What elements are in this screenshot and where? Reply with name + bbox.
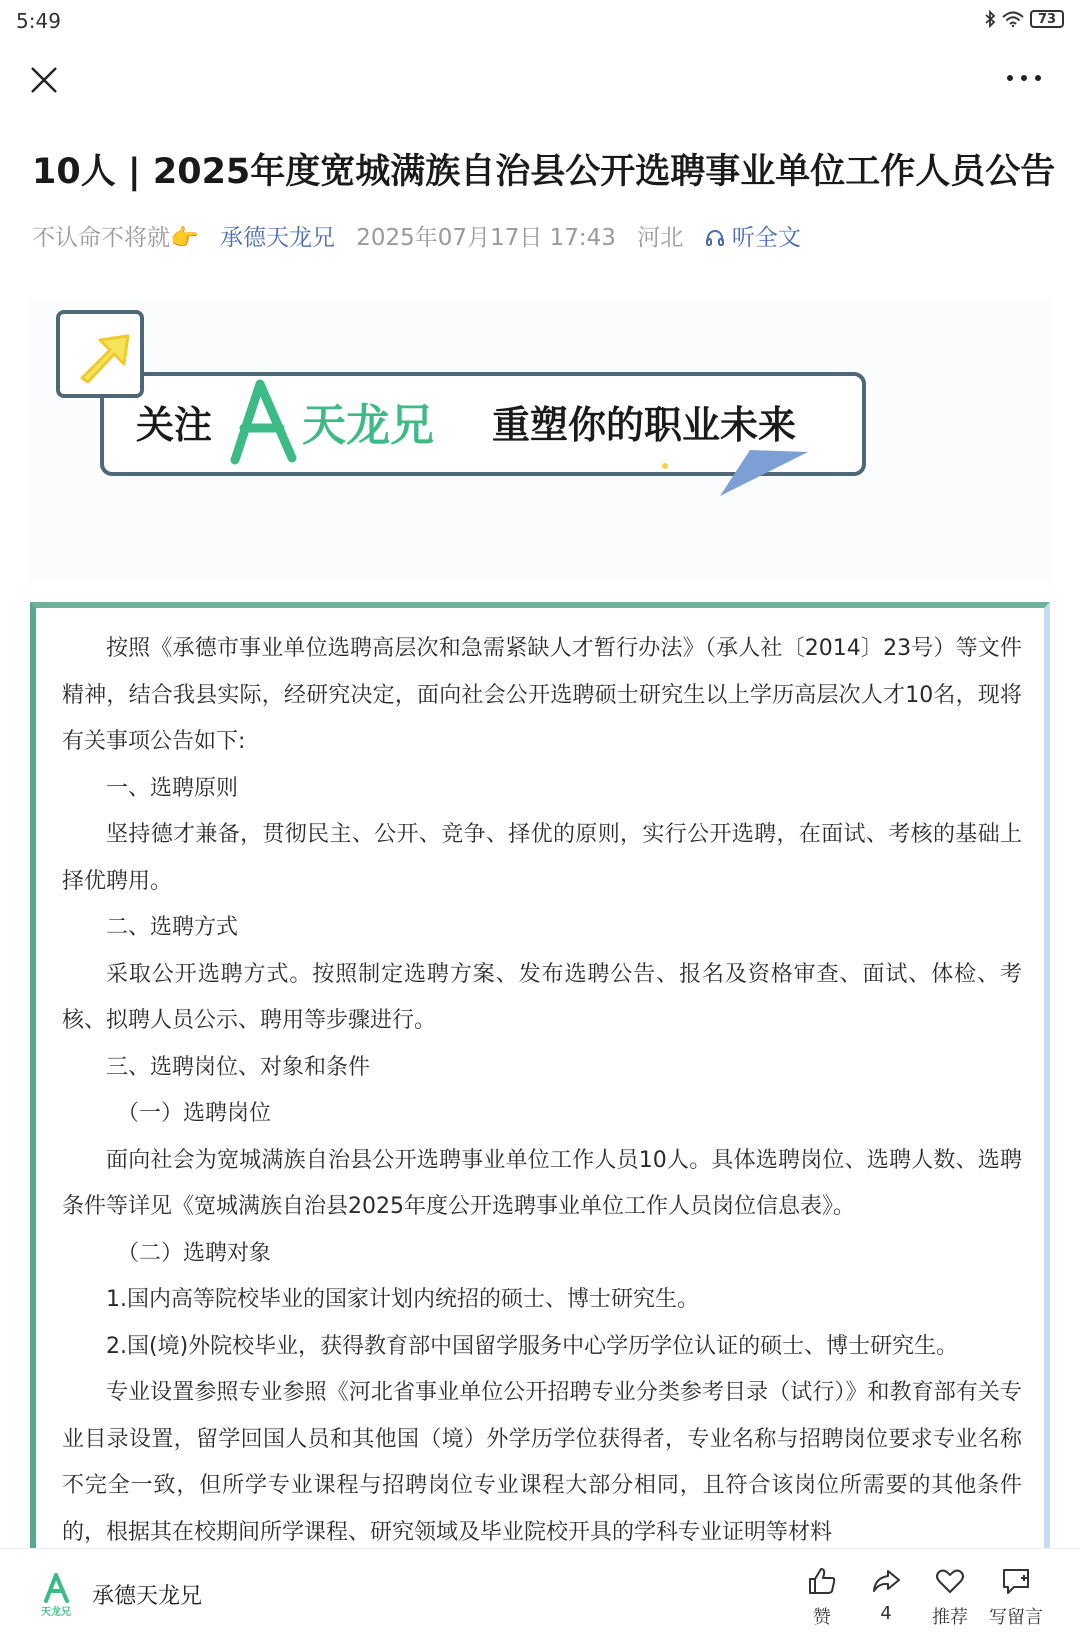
status-bar	[0, 0, 1080, 44]
share-icon	[870, 1565, 902, 1597]
share-button[interactable]	[856, 1565, 916, 1624]
status-time: 5:49	[16, 9, 61, 33]
recommend-button[interactable]	[920, 1565, 980, 1629]
headphone-icon	[705, 228, 725, 248]
banner-brand: 天龙兄	[302, 400, 434, 451]
paragraph-principle: 坚持德才兼备，贯彻民主、公开、竞争、择优的原则，实行公开选聘，在面试、考核的基础上择优聘用。	[62, 822, 1022, 894]
comment-icon	[1000, 1565, 1032, 1597]
publish-datetime: 2025年07月17日 17:43	[356, 225, 616, 251]
article-body	[62, 626, 1022, 1556]
paragraph-major: 专业设置参照专业参照《河北省事业单位公开招聘专业分类参考目录（试行）》和教育部有关专业目录设置，留学回国人员和其他国（境）外学历学位获得者，专业名称与招聘岗位要求专业名称不完全一致，但所学专业课程与招聘岗位专业课程大部分相同，且符合该岗位所需要的其他条件的，根据其在校期间所学课程、研究领域及毕业院校开具的学科专业证明等材料	[62, 1380, 1022, 1545]
paragraph-intro: 按照《承德市事业单位选聘高层次和急需紧缺人才暂行办法》（承人社〔2014〕23号）等文件精神，结合我县实际，经研究决定，面向社会公开选聘硕士研究生以上学历高层次人才10名，现将有关事项公告如下:	[62, 636, 1022, 754]
more-icon[interactable]	[1004, 68, 1044, 88]
article-title: 10人 | 2025年度宽城满族自治县公开选聘事业单位工作人员公告	[32, 152, 1056, 192]
banner-graphic	[30, 300, 1050, 580]
banner-slogan: 重塑你的职业未来	[492, 403, 797, 447]
comment-label: 写留言	[989, 1607, 1043, 1628]
heart-icon	[934, 1565, 966, 1597]
bottom-bar	[0, 1548, 1080, 1644]
subheading-positions: （一）选聘岗位	[117, 1101, 272, 1126]
heading-principle: 一、选聘原则	[106, 775, 239, 801]
wifi-icon	[1002, 11, 1024, 27]
follow-banner[interactable]	[30, 300, 1050, 580]
recommend-label: 推荐	[932, 1607, 968, 1628]
article-meta	[32, 220, 1048, 256]
account-name[interactable]: 承德天龙兄	[92, 1584, 203, 1609]
logo-text: 天龙兄	[41, 1607, 71, 1618]
status-icons	[984, 10, 1064, 28]
heading-positions: 三、选聘岗位、对象和条件	[106, 1054, 371, 1080]
paragraph-positions: 面向社会为宽城满族自治县公开选聘事业单位工作人员10人。具体选聘岗位、选聘人数、选聘条件等详见《宽城满族自治县2025年度公开选聘事业单位工作人员岗位信息表》。	[62, 1147, 1022, 1219]
subheading-targets: （二）选聘对象	[117, 1240, 272, 1266]
listen-button[interactable]	[705, 225, 815, 251]
banner-follow: 关注	[136, 403, 213, 447]
content-card	[30, 602, 1050, 1602]
account-logo[interactable]	[36, 1571, 76, 1619]
paragraph-target-2: 2.国(境)外院校毕业，获得教育部中国留学服务中心学历学位认证的硕士、博士研究生。	[106, 1333, 959, 1359]
meta-tag: 不认命不将就👉	[32, 225, 199, 251]
close-icon[interactable]	[26, 62, 62, 98]
like-label: 赞	[813, 1607, 831, 1628]
bluetooth-icon	[984, 10, 996, 28]
paragraph-method: 采取公开选聘方式。按照制定选聘方案、发布选聘公告、报名及资格审查、面试、体检、考核、拟聘人员公示、聘用等步骤进行。	[62, 961, 1022, 1033]
nav-bar	[0, 44, 1080, 114]
battery-icon: 73	[1030, 10, 1064, 28]
listen-label: 听全文	[731, 225, 801, 251]
heading-method: 二、选聘方式	[106, 915, 239, 940]
paragraph-target-1: 1.国内高等院校毕业的国家计划内统招的硕士、博士研究生。	[106, 1287, 699, 1312]
thumbs-up-icon	[806, 1565, 838, 1597]
share-count: 4	[880, 1603, 892, 1624]
comment-button[interactable]	[984, 1565, 1048, 1629]
author-link[interactable]: 承德天龙兄	[219, 225, 335, 251]
like-button[interactable]	[792, 1565, 852, 1629]
publish-location: 河北	[637, 225, 684, 251]
